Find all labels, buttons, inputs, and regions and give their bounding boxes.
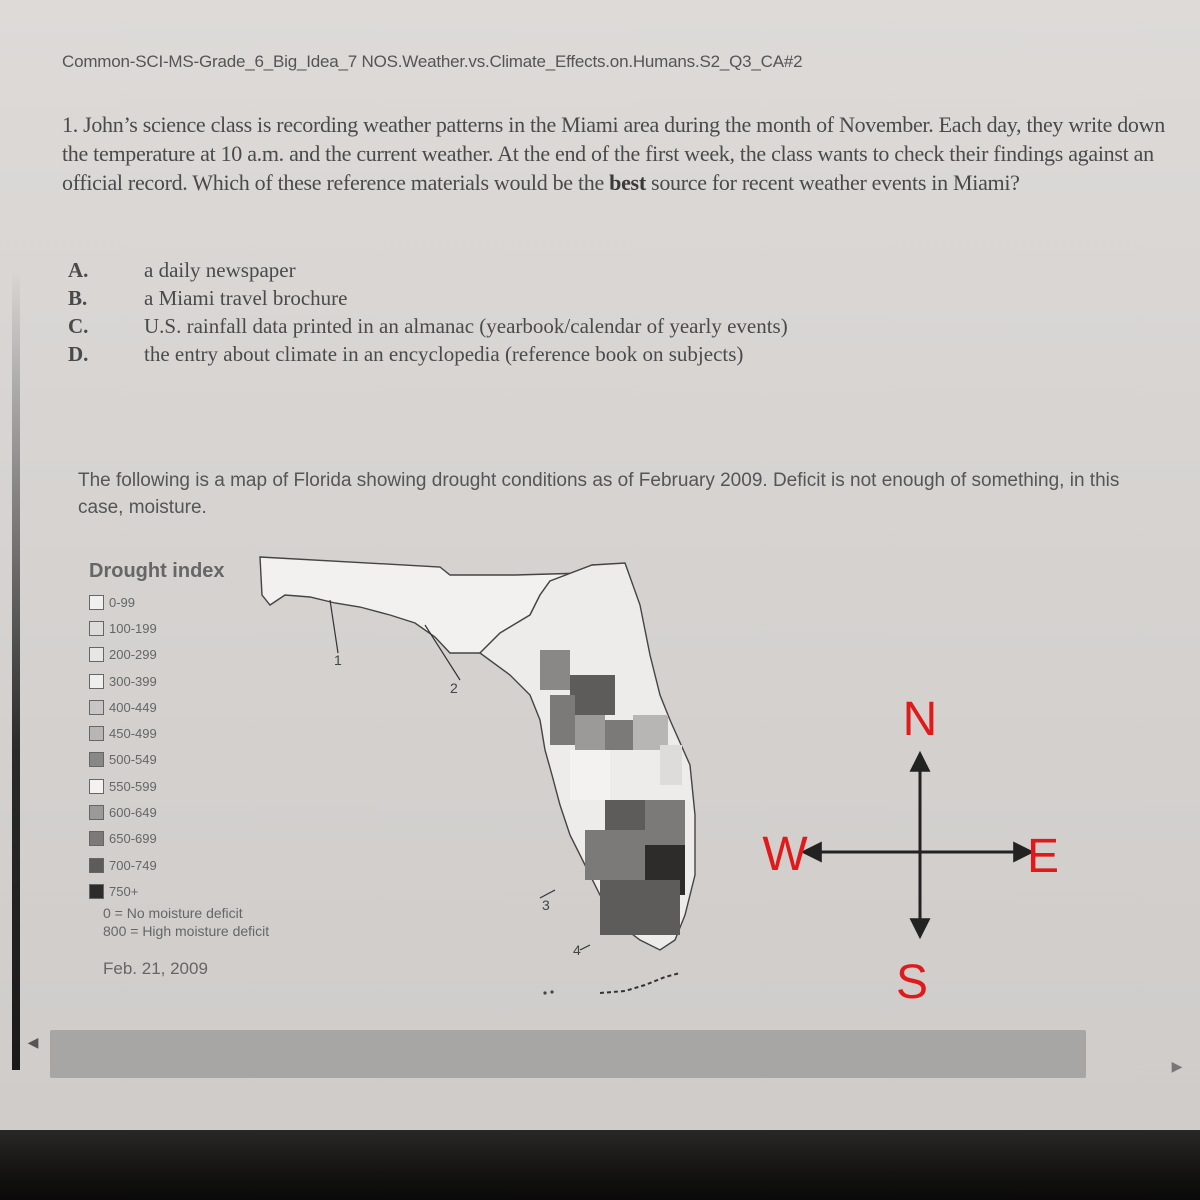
document-header: Common-SCI-MS-Grade_6_Big_Idea_7 NOS.Weather.vs.Climate_Effects.on.Humans.S2_Q3_CA#2	[62, 52, 803, 71]
compass-east-label: E	[1026, 830, 1060, 883]
county-shade	[600, 880, 680, 935]
legend-label: 600-649	[109, 805, 157, 821]
legend-swatch	[89, 647, 104, 662]
legend-title: Drought index	[89, 560, 225, 582]
leader-line-4	[580, 945, 590, 950]
legend-label: 450-499	[109, 726, 157, 742]
answer-choice-d[interactable]	[68, 340, 788, 368]
florida-keys	[600, 973, 680, 993]
county-shade	[645, 800, 685, 845]
legend-label: 0-99	[109, 594, 136, 610]
legend-label: 200-299	[109, 647, 157, 663]
answer-choice-b[interactable]	[68, 284, 788, 312]
legend-swatch	[89, 805, 104, 820]
scroll-thumb[interactable]	[50, 1030, 1086, 1078]
map-intro-text: The following is a map of Florida showing drought conditions as of February 2009. Deficit is not enough of something, in this case, moisture.	[78, 470, 1120, 518]
key-dot	[543, 991, 546, 994]
legend-label: 550-599	[109, 778, 157, 794]
compass-west-label: W	[762, 828, 808, 881]
legend-label: 400-449	[109, 699, 157, 715]
legend-swatch	[89, 858, 104, 873]
legend-note-high-deficit: 800 = High moisture deficit	[103, 922, 270, 939]
compass-north-label: N	[902, 693, 938, 746]
legend-note-no-deficit: 0 = No moisture deficit	[103, 904, 243, 921]
scroll-left-button[interactable]: ◀	[27, 1034, 39, 1050]
choice-text: a daily newspaper	[144, 258, 296, 282]
county-shade	[570, 675, 615, 715]
county-shade	[633, 715, 668, 750]
county-shade	[605, 720, 633, 750]
choice-text: a Miami travel brochure	[144, 286, 348, 310]
legend-swatch	[89, 621, 104, 636]
choice-letter: D.	[68, 342, 89, 366]
key-dot	[550, 990, 553, 993]
map-label-4: 4	[573, 942, 581, 958]
legend-swatch	[89, 831, 104, 846]
county-shade	[575, 715, 605, 750]
legend-label: 300-399	[109, 673, 157, 689]
map-label-1: 1	[334, 652, 342, 668]
legend-swatch	[89, 595, 104, 610]
legend-label: 500-549	[109, 752, 157, 768]
choice-letter: C.	[68, 314, 89, 338]
county-shade	[570, 750, 610, 800]
legend-swatch	[89, 700, 104, 715]
monitor-bezel	[0, 1130, 1200, 1200]
map-label-3: 3	[542, 897, 550, 913]
county-shade	[585, 830, 645, 880]
horizontal-scrollbar[interactable]	[18, 1030, 1188, 1082]
answer-choice-a[interactable]	[68, 256, 788, 284]
compass-rose	[740, 680, 1060, 1000]
county-shade	[540, 650, 570, 690]
compass-south-label: S	[895, 956, 929, 1000]
county-shade	[660, 745, 682, 785]
legend-swatch	[89, 884, 104, 899]
legend-swatch	[89, 726, 104, 741]
choice-text: U.S. rainfall data printed in an almanac (yearbook/calendar of yearly events)	[144, 314, 788, 338]
answer-choices	[68, 256, 788, 368]
question-1-text-part-2: source for recent weather events in Miami?	[645, 170, 1020, 195]
legend-swatch	[89, 674, 104, 689]
florida-drought-map	[240, 545, 700, 1015]
scroll-right-button[interactable]: ▶	[1171, 1058, 1183, 1074]
legend-label: 650-699	[109, 831, 157, 847]
county-shade	[550, 695, 575, 745]
choice-text: the entry about climate in an encyclopedia (reference book on subjects)	[144, 342, 744, 366]
question-1-text-part-1: 1. John’s science class is recording weather patterns in the Miami area during the month of November. Each day, they write down the temperature at 10 a.m. and the current weather. At the end of the first week, the class wants to check their findings against an official record. Which of these reference materials would be the	[62, 112, 1165, 195]
legend-swatch	[89, 752, 104, 767]
map-label-2: 2	[450, 680, 458, 696]
question-1-bold-word: best	[609, 170, 646, 195]
question-1-text	[62, 110, 1172, 197]
legend-swatch	[89, 779, 104, 794]
legend-date: Feb. 21, 2009	[103, 958, 208, 978]
answer-choice-c[interactable]	[68, 312, 788, 340]
choice-letter: A.	[68, 258, 89, 282]
legend-label: 700-749	[109, 857, 157, 873]
leader-line-1	[330, 600, 338, 653]
legend-label: 100-199	[109, 620, 157, 636]
left-edge-shadow	[12, 270, 20, 1070]
choice-letter: B.	[68, 286, 88, 310]
legend-label: 750+	[109, 883, 139, 899]
